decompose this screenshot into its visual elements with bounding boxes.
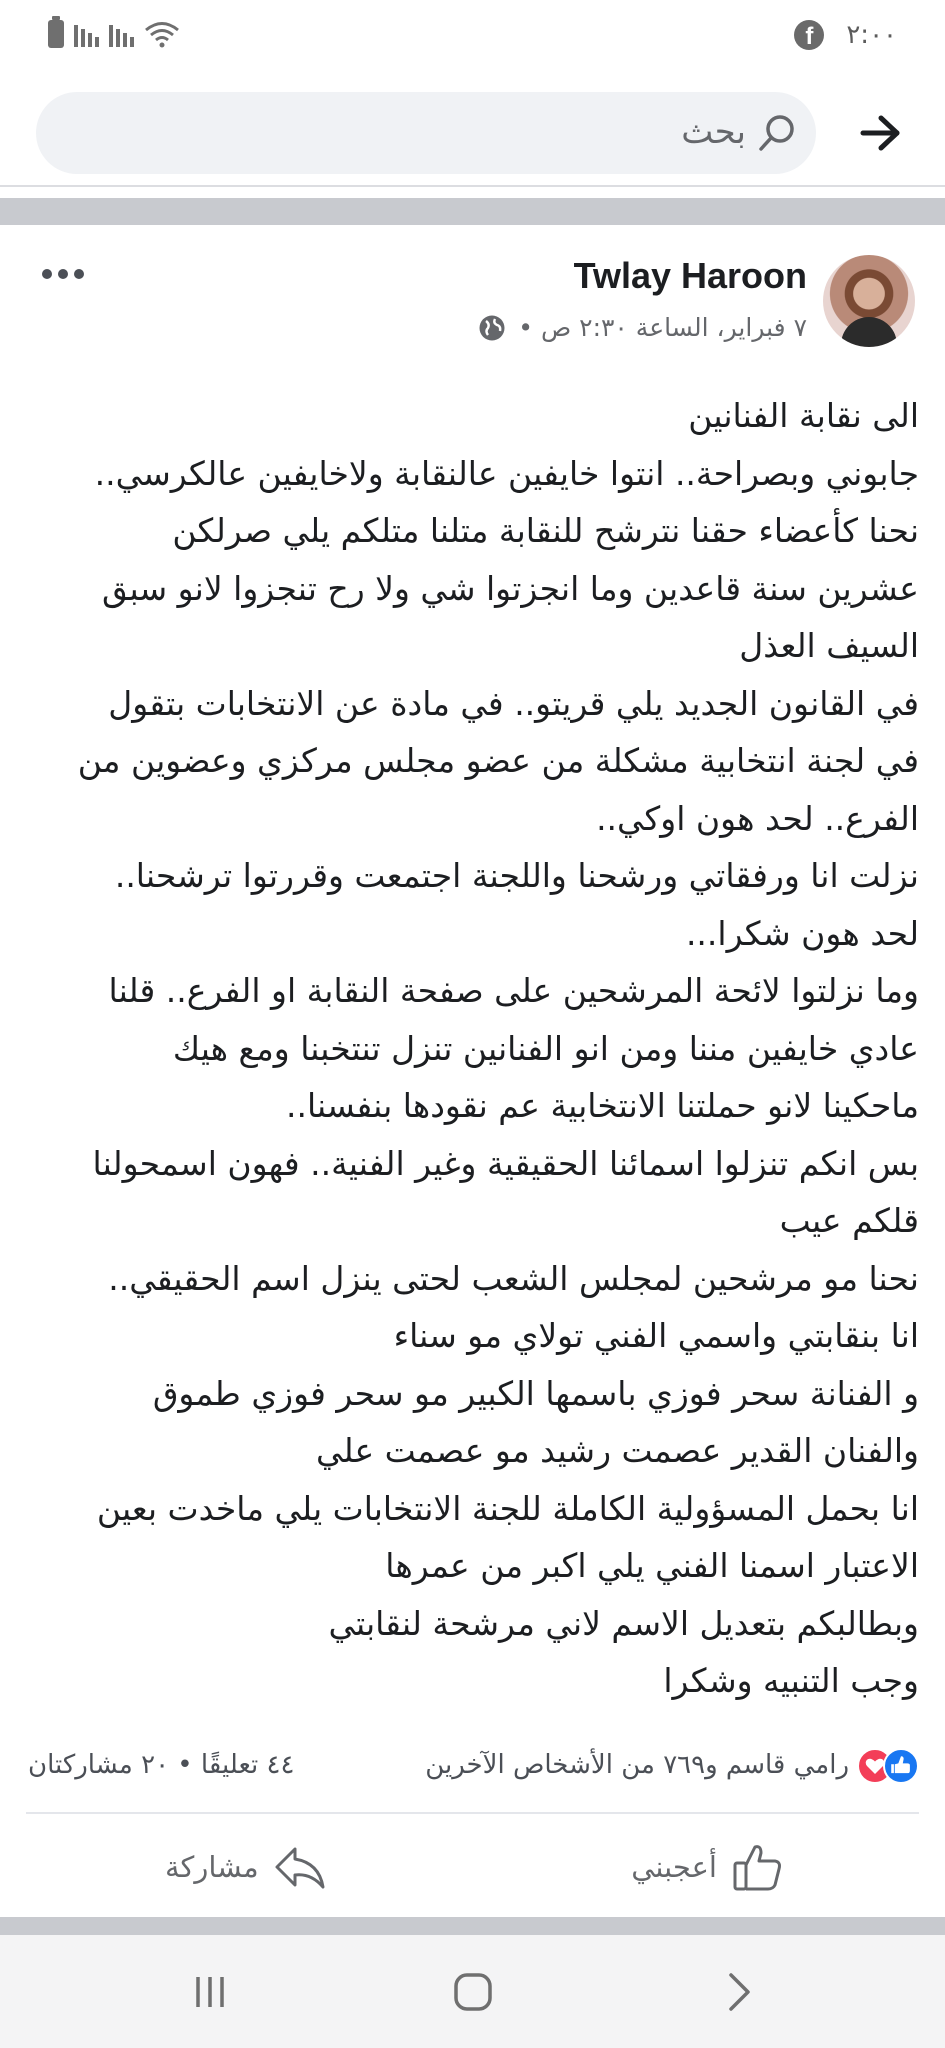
post-line: والفنان القدير عصمت رشيد مو عصمت علي (316, 1431, 919, 1470)
post-line: الى نقابة الفنانين (688, 396, 919, 435)
post-line: انا بحمل المسؤولية الكاملة للجنة الانتخابات يلي ماخدت بعين (96, 1488, 919, 1528)
signal-icon (74, 21, 99, 47)
author-name[interactable]: Twlay Haroon (573, 255, 807, 296)
facebook-notification-icon: f (794, 20, 824, 50)
post-line: وبطالبكم بتعديل الاسم لاني مرشحة لنقابتي (328, 1603, 919, 1643)
post-line: عادي خايفين مننا ومن انو الفنانين تنزل تنتخبنا ومع هيك (172, 1028, 919, 1068)
ellipsis-icon[interactable] (42, 267, 84, 281)
status-bar (0, 0, 945, 75)
post-line: انا بنقابتي واسمي الفني تولاي مو سناء (393, 1316, 919, 1355)
recent-apps-icon[interactable] (185, 1967, 235, 2017)
status-time: ٢:٠٠ (846, 20, 897, 50)
post-line: و الفنانة سحر فوزي باسمها الكبير مو سحر فوزي طموق (152, 1373, 919, 1413)
post-timestamp[interactable]: ٧ فبراير، الساعة ٢:٣٠ ص • (518, 313, 807, 342)
post-line: ماحكينا لانو حملتنا الانتخابية عم نقودها بنفسنا.. (285, 1086, 919, 1125)
post-line: وجب التنبيه وشكرا (663, 1661, 919, 1700)
post-line: نحنا مو مرشحين لمجلس الشعب لحتى ينزل اسم الحقيقي.. (108, 1258, 919, 1298)
post-meta (478, 313, 807, 342)
like-button[interactable] (631, 1841, 785, 1893)
like-label: أعجبني (631, 1850, 717, 1884)
post-line: جابوني وبصراحة.. انتوا خايفين عالنقابة ولاخايفين عالكرسي.. (94, 453, 919, 493)
post-line: الاعتبار اسمنا الفني يلي اكبر من عمرها (385, 1546, 919, 1585)
post-line: نحنا كأعضاء حقنا نترشح للنقابة متلنا متلكم يلي صرلكن (172, 511, 919, 550)
wifi-icon (144, 20, 180, 48)
share-arrow-icon (273, 1841, 327, 1893)
arrow-right-icon[interactable] (859, 113, 903, 153)
post-card (0, 225, 945, 1917)
section-separator (0, 1917, 945, 1935)
like-reaction-icon (883, 1748, 919, 1784)
post-line: نزلت انا ورفقاتي ورشحنا واللجنة اجتمعت وقررتوا ترشحنا.. (114, 856, 919, 895)
post-line: في لجنة انتخابية مشكلة من عضو مجلس مركزي وعضوين من (77, 741, 919, 780)
status-icons-right (794, 20, 897, 50)
status-icons-left (48, 20, 180, 48)
post-line: السيف العذل (739, 626, 919, 665)
search-input[interactable] (36, 92, 816, 174)
search-icon (756, 112, 798, 154)
signal-icon (109, 21, 134, 47)
search-placeholder: بحث (681, 112, 746, 152)
post-divider (26, 1812, 919, 1814)
avatar[interactable] (823, 255, 915, 347)
post-text (26, 387, 919, 1710)
post-line: بس انكم تنزلوا اسمائنا الحقيقية وغير الفنية.. فهون اسمحولنا (92, 1143, 919, 1183)
globe-icon (478, 314, 506, 342)
post-line: وما نزلتوا لائحة المرشحين على صفحة النقابة او الفرع.. قلنا (108, 971, 919, 1010)
search-header (0, 75, 945, 187)
post-line: الفرع.. لحد هون اوكي.. (596, 798, 919, 838)
post-line: لحد هون شكرا... (685, 913, 919, 953)
share-label: مشاركة (165, 1850, 259, 1884)
post-line: عشرين سنة قاعدين وما انجزتوا شي ولا رح تنجزوا لانو سبق (101, 568, 919, 608)
section-separator (0, 198, 945, 225)
battery-icon (48, 20, 64, 48)
thumbs-up-icon (731, 1841, 785, 1893)
reaction-icons[interactable] (857, 1748, 919, 1784)
system-nav-bar (0, 1935, 945, 2048)
post-line: قلكم عيب (779, 1201, 919, 1240)
comments-shares-count[interactable]: ٤٤ تعليقًا • ٢٠ مشاركتان (28, 1750, 295, 1780)
home-icon[interactable] (448, 1967, 498, 2017)
post-line: في القانون الجديد يلي قريتو.. في مادة عن الانتخابات بتقول (108, 683, 919, 723)
reactions-summary (0, 1740, 945, 1790)
post-action-bar (0, 1815, 945, 1915)
back-chevron-icon[interactable] (714, 1967, 764, 2017)
reactors-text[interactable]: رامي قاسم و٧٦٩ من الأشخاص الآخرين (425, 1750, 849, 1780)
share-button[interactable] (165, 1841, 327, 1893)
